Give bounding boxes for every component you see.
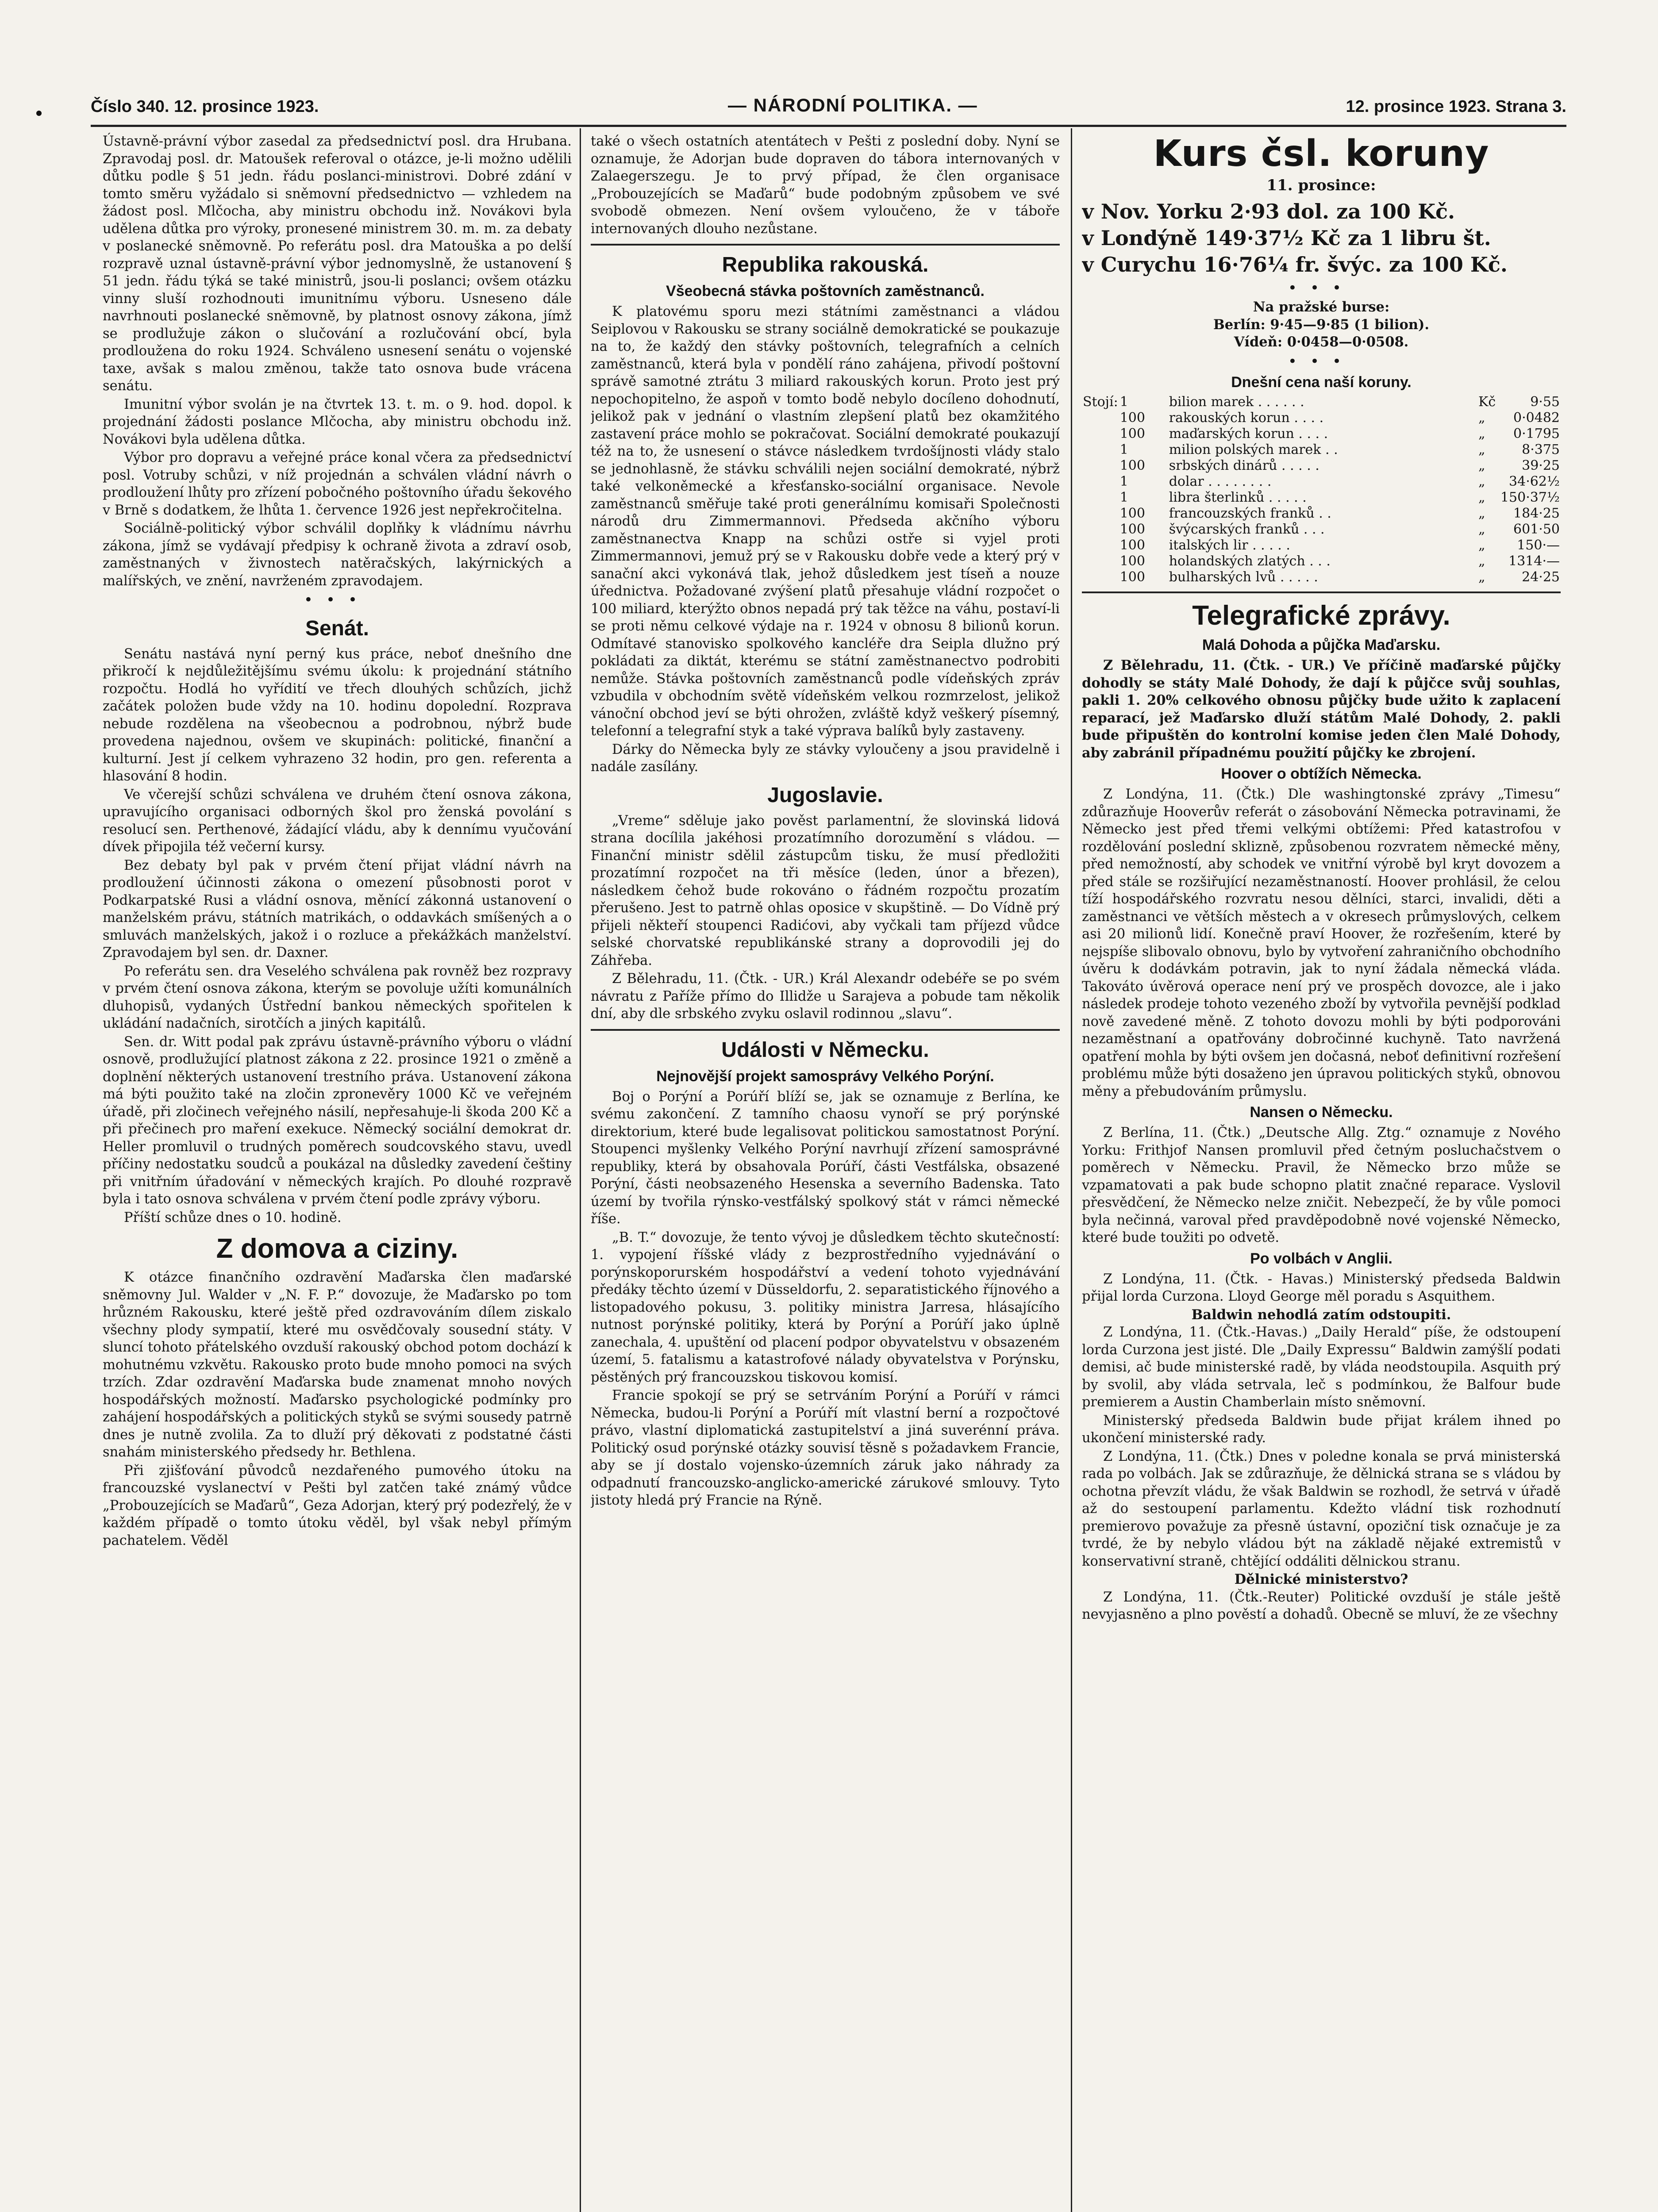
article-baldwin-3: Z Londýna, 11. (Čtk.) Dnes v poledne konala se prvá ministerská rada po volbách. Jak se zdůrazňuje, že dělnická strana se s vládou by ochotna převzít vládu, že však Baldwin se rozhodl, že setrvá v úřadě až do sestoupení parlamentu. Kdežto vládní tisk rozhodnutí premierovo považuje za přesně ústavní, opoziční tisk označuje je za tvrdé, že by nebylo vládou být na základě nějaké extremistů v konservativní straně, chtějící oddáliti dělnickou stranu.: [1082, 1448, 1561, 1569]
article-imunitni: Imunitní výbor svolán je na čtvrtek 13. t. m. o 9. hod. dopol. k projednání žádosti poslance Mlčocha, aby ministru obchodu inž. Novákovi byla udělena důtka.: [103, 396, 572, 447]
exchange-currency: srbských dinárů . . . . .: [1169, 458, 1319, 473]
article-porýní-1: Boj o Porýní a Porúří blíží se, jak se oznamuje z Berlína, ke svému zakončení. Z tamního chaosu vynoří se prý porýnské direktorium, které bude legalisovat politickou samostatnost Porýní. Stoupenci myšlenky Velkého Porýní navrhují zřízení samosprávné republiky, která by obsahovala Porúří, části Vestfálska, obsazené Porýní, části neobsazeného Hesenska a severního Badenska. Tato území by tvořila rýnsko-vestfálský spolkový stát v rámci německé říše.: [591, 1089, 1060, 1227]
kurs-title: Kurs čsl. koruny: [1153, 133, 1489, 175]
exchange-value: 24·25: [1522, 569, 1560, 585]
exchange-amount: 100: [1119, 553, 1145, 569]
separator-stars: •••: [1288, 352, 1355, 370]
exchange-value: 601·50: [1513, 522, 1560, 537]
exchange-prefix: [1082, 506, 1119, 522]
exchange-prefix: [1082, 569, 1119, 585]
exchange-value: 184·25: [1513, 506, 1560, 521]
exchange-row: [1082, 474, 1561, 490]
exchange-amount: 1: [1119, 474, 1128, 489]
exchange-prefix: [1082, 522, 1119, 538]
column-1: [103, 133, 572, 2212]
exchange-currency: holandských zlatých . . .: [1169, 553, 1331, 569]
separator-stars: •••: [1288, 279, 1355, 297]
exchange-row: [1082, 506, 1561, 522]
kurs-london: v Londýně 149·37½ Kč za 1 libru št.: [1082, 226, 1491, 250]
column-divider-1: [580, 128, 581, 2212]
subtitle-delnicke: Dělnické ministerstvo?: [1234, 1571, 1408, 1587]
exchange-row: [1082, 410, 1561, 426]
section-title-z-domova: Z domova a ciziny.: [216, 1233, 458, 1264]
section-title-jugoslavie: Jugoslavie.: [767, 783, 883, 807]
exchange-currency: rakouských korun . . . .: [1169, 410, 1324, 426]
article-ustavne-pravni: Ústavně-právní výbor zasedal za předsednictví posl. dra Hrubana. Zpravodaj posl. dr. Matoušek referoval o otázce, je-li možno udělili důtku podle § 51 jedn. řádu poslanci-ministrovi. Dobré zdání v tomto směru vyžádalo si sněmovní předsednictvo — vzhledem na žádost posl. Mlčocha, aby ministru obchodu inž. Novákovi byla udělena důtka pro výroky, pronesené ministrem 30. m. m. za debaty v poslanecké sněmovně. Po referátu posl. dra Matouška a po delší rozpravě uznal ústavně-právní výbor jednomyslně, že ustanovení § 51 jedn. řádu týká se také ministrů, jsou-li poslanci; ovšem otázku vinny sluší rozhodnouti imunitnímu výboru. Usneseno dále navrhnouti poslanecké sněmovně, by platnost osnovy zákona, jímž se prodlužuje zákon o slučování a rozlučování obcí, byla prodloužena do roku 1924. Schváleno usnesení senátu o vojenské taxe, avšak s malou změnou, takže tato osnova bude vrácena senátu.: [103, 134, 572, 394]
article-madarsko: K otázce finančního ozdravění Maďarska člen maďarské sněmovny Jul. Walder v „N. F. P.“ dovozuje, že Maďarsko po tom hrůzném Rakousku, které ještě před ozdravováním dílem ziskalo všechny plody sympatií, které mu osvědčovaly sousední státy. V sluncí tohoto přátelského ovzduší rakouský obchod potom dochází k mohutnému vzkvětu. Rakousko proto bude mnoho pomoci na svých trzích. Zdar ozdravění Maďarska bude znamenat mnoho nových hospodářských možností. Maďarsko psychologické podmínky pro zahájení hospodářských a politických styků se svými sousedy patrně dnes je nutně zvolila. Za to dluží prý děkovati z podstatné části snahám ministerského předsedy hr. Bethlena.: [103, 1270, 572, 1460]
exchange-row: [1082, 426, 1561, 442]
exchange-amount: 1: [1119, 394, 1128, 410]
exchange-amount: 100: [1119, 522, 1145, 537]
exchange-prefix: [1082, 426, 1119, 442]
column-divider-2: [1071, 128, 1072, 2212]
exchange-row: [1082, 442, 1561, 458]
section-rule: [1082, 591, 1561, 593]
exchange-unit: „: [1478, 458, 1485, 473]
article-adorjan-cont: také o všech ostatních atentátech v Pešti z poslední doby. Nyní se oznamuje, že Adorjan bude dopraven do tábora internovaných v Zalaegerszegu. Je to prvý případ, že člen organisace „Probouzejících se Maďarů“ bude podobným způsobem ve své svobodě obmezen. Není ovšem vyloučeno, že v táboře internovaných dlouho nezůstane.: [591, 134, 1060, 237]
exchange-prefix: Stojí:: [1083, 394, 1118, 410]
article-darky: Dárky do Německa byly ze stávky vyloučeny a jsou pravidelně i nadále zasílány.: [591, 741, 1060, 775]
subtitle-nansen: Nansen o Německu.: [1250, 1104, 1393, 1121]
exchange-value: 150·—: [1517, 538, 1560, 553]
exchange-row: [1082, 538, 1561, 553]
burza-heading: Na pražské burse:: [1253, 299, 1390, 315]
exchange-row: [1082, 394, 1561, 410]
exchange-unit: „: [1478, 474, 1485, 489]
exchange-amount: 100: [1119, 538, 1145, 553]
article-doprava: Výbor pro dopravu a veřejné práce konal včera za předsednictví posl. Votruby schůzi, v níž projednán a schválen vládní návrh o prodloužení lhůty pro zřízení pobočného poštovního úřadu šekového v Brně s dodatkem, že lhůta 1. července 1926 jest nepřekročitelna.: [103, 450, 572, 518]
exchange-unit: „: [1478, 569, 1485, 585]
article-baldwin-1: Z Londýna, 11. (Čtk.-Havas.) „Daily Herald“ píše, že odstoupení lorda Curzona jest jisté. Dle „Daily Expressu“ Baldwin zamýšlí podati demisi, ač bude ministerské radě, by vláda neodstoupila. Asquith prý by svolil, aby vláda setrvala, leč s podmínkou, že Balfour bude premierem a Austin Chamberlain místo sněmovní.: [1082, 1325, 1561, 1410]
exchange-amount: 1: [1119, 442, 1128, 457]
exchange-amount: 100: [1119, 426, 1145, 442]
section-title-republika-rakouska: Republika rakouská.: [722, 253, 929, 276]
exchange-unit: „: [1478, 426, 1485, 442]
exchange-unit: „: [1478, 522, 1485, 537]
exchange-row: [1082, 458, 1561, 474]
exchange-amount: 100: [1119, 569, 1145, 585]
exchange-prefix: [1082, 553, 1119, 569]
subtitle-hoover: Hoover o obtížích Německa.: [1221, 765, 1422, 782]
exchange-currency: dolar . . . . . . . .: [1169, 474, 1272, 489]
exchange-value: 8·375: [1522, 442, 1560, 457]
article-baldwin-2: Ministerský předseda Baldwin bude přijat králem ihned po ukončení ministerské rady.: [1082, 1413, 1561, 1446]
exchange-prefix: [1082, 410, 1119, 426]
subtitle-stavka: Všeobecná stávka poštovních zaměstnanců.: [666, 283, 985, 300]
exchange-prefix: [1082, 442, 1119, 458]
exchange-unit: „: [1478, 442, 1485, 457]
subtitle-baldwin: Baldwin nehodlá zatím odstoupiti.: [1191, 1306, 1451, 1323]
exchange-currency: bulharských lvů . . . . .: [1169, 569, 1318, 585]
cena-heading: Dnešní cena naší koruny.: [1231, 374, 1412, 391]
burza-viden: Vídeň: 0·0458—0·0508.: [1234, 334, 1409, 350]
header-issue-date: Číslo 340. 12. prosince 1923.: [91, 97, 319, 116]
exchange-row: [1082, 522, 1561, 538]
separator-stars: •••: [304, 591, 371, 609]
exchange-value: 150·37½: [1500, 490, 1560, 505]
exchange-prefix: [1082, 458, 1119, 474]
article-delnicke: Z Londýna, 11. (Čtk.-Reuter) Politické ovzduší je stále ještě nevyjasněno a plno pověstí a dohadů. Obecně se mluví, že ze všechny: [1082, 1589, 1561, 1622]
exchange-currency: francouzských franků . .: [1169, 506, 1331, 521]
exchange-unit: „: [1478, 410, 1485, 426]
exchange-currency: bilion marek . . . . . .: [1169, 394, 1304, 410]
exchange-value: 1314·—: [1508, 553, 1560, 569]
kurs-date: 11. prosince:: [1266, 177, 1376, 194]
column-3: [1082, 133, 1561, 2212]
article-pumovy-utok: Při zjišťování původců nezdařeného pumového útoku na francouzské vyslanectví v Pešti byl zatčen také známý vůdce „Probouzejících se Maďarů“, Geza Adorjan, který prý podezřelý, že v každém případě o tomto útoku věděl, byl však nebyl přímým pachatelem. Věděl: [103, 1463, 572, 1548]
article-senat-6: Příští schůze dnes o 10. hodině.: [124, 1210, 342, 1225]
section-title-senat: Senát.: [305, 616, 369, 640]
article-vreme: „Vreme“ sděluje jako pověst parlamentní, že slovinská lidová strana docílila jakéhosi prozatímního dorozumění s vládou. — Finanční ministr sdělil zástupcům tisku, že musí předložiti prozatímní rozpočet na tři měsíce (leden, únor a březen), následkem čehož bude rokováno o řádném rozpočtu prozatím přerušeno. Jest to patrně ohlas oposice v skupštině. — Do Vídně prý přijeli někteří stoupenci Radićovi, aby vyčkali tam příjezd vůdce selské chorvatské republikánské strany a doprovodili jej do Záhřeba.: [591, 813, 1060, 968]
section-title-telegraficke: Telegrafické zprávy.: [1192, 600, 1450, 631]
section-rule: [591, 1029, 1060, 1031]
burza-berlin: Berlín: 9·45—9·85 (1 bilion).: [1213, 316, 1430, 333]
kurs-zurich: v Curychu 16·76¼ fr. švýc. za 100 Kč.: [1082, 252, 1508, 276]
article-porýní-2: „B. T.“ dovozuje, že tento vývoj je důsledkem těchto skutečností: 1. vypojení říšské vlády z bezprostředního vyjednávání o porýnskoporurském hospodářství a vedení tohoto vyjednávání předáky těchto území v Düsseldorfu, 2. separatistického říjnového a listopadového pokusu, 3. politiky ministra Jarresa, hlásajícího nutnost porýnské politiky, která by Porýní a Porúří jako úplně zanechala, 4. upuštění od placení podpor obyvatelstvu v obsazeném území, 5. fatalismu a katastrofové nálady obyvatelstva v Porýnsku, pěstěných prý francouzskou tiskovou komisí.: [591, 1229, 1060, 1385]
exchange-value: 0·1795: [1513, 426, 1560, 442]
article-senat-3: Bez debaty byl pak v prvém čtení přijat vládní návrh na prodloužení účinnosti zákona o omezení působnosti porot v Podkarpatské Rusi a vládní osnova, měnící zákonná ustanovení o manželském právu, státních matrikách, o oddavkách smíšených a o smluvách manželských, jakož i o rozluce a překážkách manželství. Zpravodajem byl sen. dr. Daxner.: [103, 857, 572, 960]
header-masthead: — NÁRODNÍ POLITIKA. —: [728, 95, 978, 115]
exchange-currency: italských lir . . . . .: [1169, 538, 1290, 553]
exchange-row: [1082, 553, 1561, 569]
exchange-prefix: [1082, 538, 1119, 553]
exchange-value: 34·62½: [1509, 474, 1560, 489]
section-rule: [591, 244, 1060, 246]
column-2: [591, 133, 1060, 2212]
subtitle-anglie: Po volbách v Anglii.: [1250, 1250, 1393, 1267]
kurs-new-york: v Nov. Yorku 2·93 dol. za 100 Kč.: [1082, 199, 1455, 223]
article-senat-5: Sen. dr. Witt podal pak zprávu ústavně-právního výboru o vládní osnově, prodlužující platnost zákona z 22. prosince 1921 o změně a doplnění některých ustanovení trestního práva. Ustanovení zákona má býti použito také na zločin zpronevěry 1000 Kč ve veřejném úřadě, při zločinech veřejného násilí, nepřesahuje-li škoda 200 Kč a při přečinech pro maření exekuce. Německý sociální demokrat dr. Heller promluvil o trudných poměrech soudcovského stavu, uvedl příčiny nedostatku soudců a poukázal na důsledky zavedení češtiny při vnitřním úřadování v německých krajích. Po dlouhé rozpravě byla i tato osnova schválena v prvém čtení podle zprávy výboru.: [103, 1034, 572, 1207]
exchange-unit: Kč: [1478, 394, 1496, 410]
article-mala-dohoda: Z Bělehradu, 11. (Čtk. - UR.) Ve příčině maďarské půjčky dohodly se státy Malé Dohody, že dají k půjčce svůj souhlas, pakli 1. 20% celkového obnosu půjčky bude užito k zaplacení reparací, jež Maďarsko dluží státům Malé Dohody, 2. pakli bude připuštěn do kontrolní komise jeden člen Malé Dohody, aby zabránil případnému použití půjčky ke zbrojení.: [1082, 657, 1561, 761]
article-senat-4: Po referátu sen. dra Veselého schválena pak rovněž bez rozpravy v prvém čtení osnova zákona, kterým se povoluje užíti komunálních dluhopisů, vydaných Ústřední bankou německých spořitelen k ukládání nadačních, sirotčích a jiných kapitálů.: [103, 963, 572, 1031]
exchange-row: [1082, 490, 1561, 506]
exchange-value: 0·0482: [1513, 410, 1560, 426]
article-stavka: K platovému sporu mezi státními zaměstnanci a vládou Seiplovou v Rakousku se strany sociálně demokratické se poukazuje na to, že každý den stávky poštovních, telegrafních a celních zaměstnanců, která byla v pondělí ráno zahájena, přivodí poštovní správě samotné ztrátu 3 miliard rakouských korun. Proto jest prý nepochopitelno, že aspoň v tomto bodě nebylo docíleno dohodnutí, jelikož pak v jednání o vlastním zlepšení platů bez okamžitého zastavení práce mohlo se pokračovat. Sociální demokraté poukazují též na to, že usnesení o stávce následkem tvrdošíjnosti vlády stalo se jednohlasně, že stávku schválili nejen sociální demokraté, nýbrž také velkoněmecké a křesťansko-sociální organisace. Nevole zaměstnanců směřuje také proti generálnímu komisaři Společnosti národů dru Zimmermannovi. Předseda akčního výboru zaměstnanectva Knapp na schůzi ostře si vyjel proti Zimmermannovi, jemuž prý se v Rakousku dobře vede a který prý v sanační akci vykonává tlak, jehož důsledkem jest tíseň a nouze úřednictva. Požadované zvýšení platů přesahuje vládní rozpočet o 100 miliard, kterýžto obnos nepadá prý tak těžce na váhu, postaví-li se proti němu celkové výdaje na r. 1924 v obnosu 8 bilionů korun. Odmítavé stanovisko spolkového kancléře dra Seipla dlužno prý pokládati za diktát, kterému se státní zaměstnanectvo podrobiti nemůže. Stávka poštovních zaměstnanců podle vídeňských zpráv vzbudila v obchodním světě vídeňském velkou rozmrzelost, jelikož vánoční obchod jeví se býti ohrožen, zvláště když veškerý písemný, telefonní a telegrafní styk a také výprava balíků byly zastaveny.: [591, 304, 1060, 739]
exchange-amount: 1: [1119, 490, 1128, 505]
exchange-currency: libra šterlinků . . . . .: [1169, 490, 1307, 505]
article-porýní-3: Francie spokojí se prý se setrváním Porýní a Porúří v rámci Německa, budou-li Porýní a Porúří mít vlastní berní a rozpočtové právo, vlastní diplomatická zastupitelství a jiná suverénní práva. Politický osud porýnské otázky souvisí těsně s požadavkem Francie, aby se jí dostalo vojensko-územních záruk jako náhrady za odpadnutí francouzsko-anglicko-americké zárukové smlouvy. Tyto jistoty hledá prý Francie na Rýně.: [591, 1388, 1060, 1508]
header-page-number: 12. prosince 1923. Strana 3.: [1346, 97, 1566, 116]
exchange-currency: milion polských marek . .: [1169, 442, 1338, 457]
header-rule: [91, 125, 1566, 127]
article-hoover: Z Londýna, 11. (Čtk.) Dle washingtonské zprávy „Timesu“ zdůrazňuje Hooverův referát o zásobování Německa potravinami, že Německo jest před třemi velkými obtížemi: Před katastrofou v rozdělování poslední sklizně, způsobenou rozvratem německé měny, před nemožností, aby schodek ve vnitřní výrobě byl kryt dovozem a před stále se rozšiřující nezaměstnaností. Hoover prohlásil, že celou tíží hospodářského rozvratu nesou dělníci, starci, invalidi, děti a zaměstnanci ve větších městech a v okresech průmyslových, celkem asi 20 milionů lidí. Konečně praví Hoover, že rozřešením, které by nejspíše slibovalo obnovu, bylo by vytvoření zahraničního obchodního úvěru k dodávkám potravin, jak to nyní žádala německá vláda. Takováto úvěrová operace není prý ve prospěch dovozce, ale i jako následek prodeje tohoto vezeného zboží by vytvořila pevnější podklad nově zavedené měně. Z tohoto dovozu mohli by býti podporováni nezaměstnaní a opatřovány dobročinné kuchyně. Tato navržená opatření mohla by býti ovšem jen dočasná, neboť definitivní rozřešení problému může býti dosaženo jen úpravou politických styků, obnovou měny a přebudováním průmyslu.: [1082, 787, 1561, 1099]
page-header: [91, 94, 1566, 123]
exchange-unit: „: [1478, 490, 1485, 505]
article-nansen: Z Berlína, 11. (Čtk.) „Deutsche Allg. Ztg.“ oznamuje z Nového Yorku: Frithjof Nansen promluvil před četným posluchačstvem o poměrech v Německu. Pravil, že Německo brzo může se vzpamatovati a pak bude schopno platit značné reparace. Vyslovil přesvědčení, že Německo nelze zničit. Nebezpečí, že by vůle pomoci byla nečinná, varoval před pravděpodobně nové vojenské Německo, které bude toužiti po odvetě.: [1082, 1125, 1561, 1245]
exchange-prefix: [1082, 490, 1119, 506]
exchange-unit: „: [1478, 538, 1485, 553]
exchange-value: 9·55: [1530, 394, 1560, 410]
exchange-value: 39·25: [1522, 458, 1560, 473]
exchange-unit: „: [1478, 506, 1485, 521]
exchange-prefix: [1082, 474, 1119, 490]
ink-dot: [36, 111, 42, 116]
subtitle-mala-dohoda: Malá Dohoda a půjčka Maďarsku.: [1202, 637, 1441, 653]
section-title-udalosti-nemecko: Události v Německu.: [721, 1038, 929, 1062]
exchange-table: [1082, 394, 1561, 585]
article-senat-1: Senátu nastává nyní perný kus práce, neboť dnešního dne přikročí k nejdůležitějšímu svému úkolu: k projednání státního rozpočtu. Hodlá ho vyřídití ve třech dlouhých schůzích, jichž začátek položen bude vždy na 10. hodinu dopolední. Rozprava nebude rozdělena na všeobecnou a podrobnou, nýbrž bude provedena najednou, ovšem ve skupinách: politické, finanční a kulturní. Jest jí celkem vyhrazeno 32 hodin, pro gen. referenta a hlasování 8 hodin.: [103, 646, 572, 784]
exchange-amount: 100: [1119, 458, 1145, 473]
article-anglie: Z Londýna, 11. (Čtk. - Havas.) Ministerský předseda Baldwin přijal lorda Curzona. Lloyd George měl poradu s Asquithem.: [1082, 1271, 1561, 1304]
article-belehrad-kral: Z Bělehradu, 11. (Čtk. - UR.) Král Alexandr odebéře se po svém návratu z Paříže přímo do Illidže u Sarajeva a pobude tam několik dní, aby dle srbského zvyku oslavil rodinnou „slavu“.: [591, 971, 1060, 1022]
exchange-currency: švýcarských franků . . .: [1169, 522, 1325, 537]
subtitle-porýní: Nejnovější projekt samosprávy Velkého Porýní.: [656, 1068, 994, 1085]
article-socialne-politicky: Sociálně-politický výbor schválil doplňky k vládnímu návrhu zákona, jímž se vydávají předpisy k ochraně života a zdraví osob, zaměstnaných v živnostech natěračských, lakýrnických a malířských, ve znění, navrženém zpravodajem.: [103, 521, 572, 589]
article-senat-2: Ve včerejší schůzi schválena ve druhém čtení osnova zákona, upravujícího organisaci odborných škol pro ženská povolání s resolucí sen. Perthenové, žádající vládu, aby k dennímu vyučování dívek připojila též večerní kursy.: [103, 787, 572, 855]
exchange-amount: 100: [1119, 410, 1145, 426]
exchange-unit: „: [1478, 553, 1485, 569]
exchange-row: [1082, 569, 1561, 585]
exchange-amount: 100: [1119, 506, 1145, 521]
exchange-currency: maďarských korun . . . .: [1169, 426, 1328, 442]
